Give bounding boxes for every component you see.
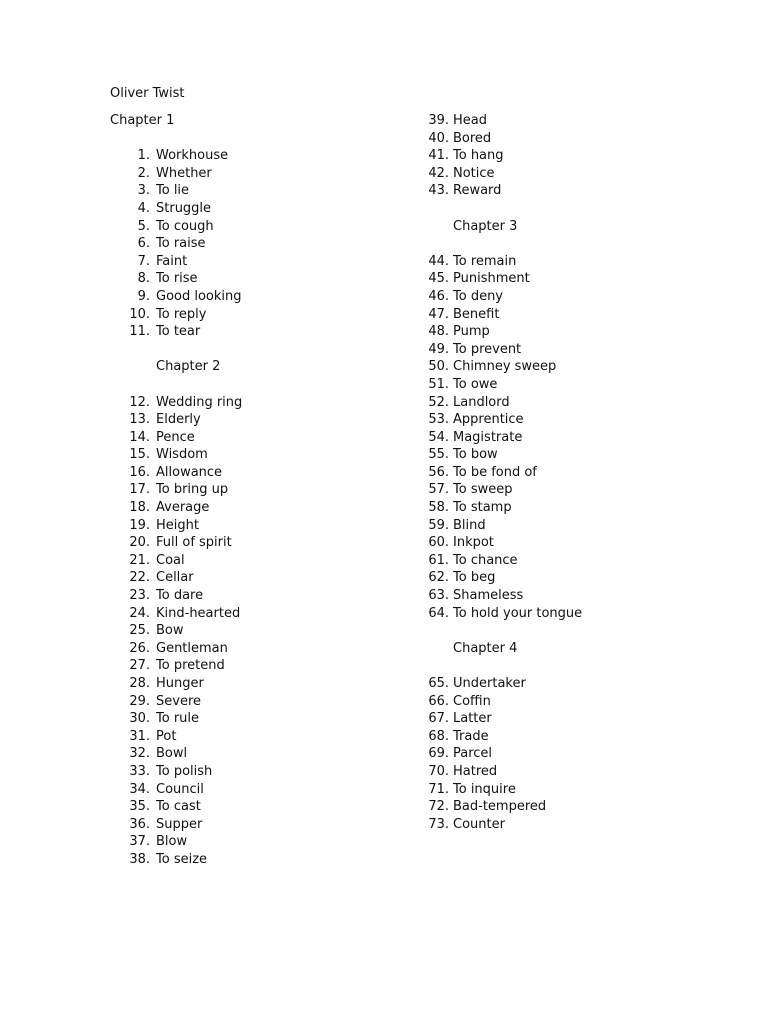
vocabulary-term: To chance bbox=[453, 552, 518, 568]
list-item bbox=[110, 411, 410, 429]
chapter-2-heading-row bbox=[110, 358, 410, 376]
list-item bbox=[110, 429, 410, 447]
vocabulary-term: Blind bbox=[453, 517, 486, 533]
item-number: 4. bbox=[137, 200, 150, 216]
list-item bbox=[428, 763, 753, 781]
vocabulary-term: Pence bbox=[156, 429, 195, 445]
item-number: 25. bbox=[129, 623, 150, 639]
item-number: 18. bbox=[129, 500, 150, 516]
item-number: 65. bbox=[428, 676, 449, 691]
vocabulary-term: To hang bbox=[453, 148, 504, 164]
vocabulary-term: To owe bbox=[453, 376, 498, 392]
item-number: 44. bbox=[428, 253, 449, 269]
item-number: 13. bbox=[129, 412, 150, 428]
chapter-1-heading-row bbox=[110, 112, 410, 130]
vocabulary-term: To raise bbox=[156, 236, 206, 252]
list-item bbox=[428, 728, 753, 746]
vocabulary-term: To bow bbox=[453, 447, 498, 463]
item-number: 35. bbox=[129, 799, 150, 815]
vocabulary-term: To pretend bbox=[156, 658, 225, 674]
vocabulary-term: To seize bbox=[156, 851, 208, 867]
item-number: 36. bbox=[129, 816, 150, 832]
right-column bbox=[428, 112, 753, 833]
vocabulary-term: Parcel bbox=[453, 746, 493, 762]
list-item bbox=[428, 306, 753, 324]
vocabulary-term: Cellar bbox=[156, 570, 194, 586]
chapter-3-list bbox=[428, 253, 753, 622]
spacer bbox=[453, 622, 753, 640]
item-number: 49. bbox=[428, 341, 449, 357]
vocabulary-term: Faint bbox=[156, 253, 188, 269]
vocabulary-term: Magistrate bbox=[453, 429, 523, 445]
list-item bbox=[428, 341, 753, 359]
list-item bbox=[428, 429, 753, 447]
item-number: 52. bbox=[428, 394, 449, 410]
left-column bbox=[110, 112, 410, 869]
list-item bbox=[110, 745, 410, 763]
vocabulary-term: To bring up bbox=[156, 482, 229, 498]
item-number: 64. bbox=[428, 605, 449, 621]
vocabulary-term: Workhouse bbox=[156, 148, 229, 164]
vocabulary-term: To rise bbox=[156, 271, 198, 287]
list-item bbox=[428, 499, 753, 517]
item-number: 26. bbox=[129, 640, 150, 656]
chapter-heading: Chapter 4 bbox=[453, 640, 518, 656]
list-item bbox=[110, 657, 410, 675]
item-number: 20. bbox=[129, 535, 150, 551]
list-item bbox=[110, 481, 410, 499]
list-item bbox=[110, 182, 410, 200]
vocabulary-term: Bad-tempered bbox=[453, 799, 547, 815]
item-number: 72. bbox=[428, 799, 449, 815]
list-item bbox=[110, 306, 410, 324]
list-item bbox=[428, 569, 753, 587]
list-item bbox=[110, 200, 410, 218]
vocabulary-term: Average bbox=[156, 500, 210, 516]
item-number: 28. bbox=[129, 676, 150, 691]
vocabulary-term: Good looking bbox=[156, 288, 242, 304]
item-number: 34. bbox=[129, 781, 150, 797]
vocabulary-term: Bow bbox=[156, 623, 184, 639]
item-number: 54. bbox=[428, 429, 449, 445]
list-item bbox=[428, 376, 753, 394]
document-title: Oliver Twist bbox=[110, 86, 185, 101]
vocabulary-term: Inkpot bbox=[453, 535, 494, 551]
list-item bbox=[428, 605, 753, 623]
list-item bbox=[428, 675, 753, 693]
item-number: 55. bbox=[428, 447, 449, 463]
vocabulary-term: To remain bbox=[453, 253, 517, 269]
list-item bbox=[428, 270, 753, 288]
vocabulary-term: Bored bbox=[453, 130, 492, 146]
vocabulary-term: To rule bbox=[156, 711, 200, 727]
vocabulary-term: Severe bbox=[156, 693, 201, 709]
list-item bbox=[110, 323, 410, 341]
list-item bbox=[110, 781, 410, 799]
spacer bbox=[110, 130, 410, 148]
spacer bbox=[453, 657, 753, 675]
list-item bbox=[428, 517, 753, 535]
vocabulary-term: Bowl bbox=[156, 746, 188, 762]
list-item bbox=[428, 781, 753, 799]
item-number: 51. bbox=[428, 376, 449, 392]
list-item bbox=[428, 816, 753, 834]
vocabulary-term: To be fond of bbox=[453, 464, 537, 480]
list-item bbox=[110, 464, 410, 482]
vocabulary-term: To hold your tongue bbox=[453, 605, 583, 621]
vocabulary-term: Height bbox=[156, 517, 199, 533]
vocabulary-term: Shameless bbox=[453, 588, 524, 604]
spacer bbox=[453, 235, 753, 253]
list-item bbox=[110, 534, 410, 552]
item-number: 47. bbox=[428, 306, 449, 322]
vocabulary-term: Reward bbox=[453, 183, 502, 199]
item-number: 22. bbox=[129, 570, 150, 586]
vocabulary-term: Chimney sweep bbox=[453, 359, 557, 375]
vocabulary-term: Hunger bbox=[156, 676, 204, 691]
vocabulary-term: Council bbox=[156, 781, 204, 797]
item-number: 73. bbox=[428, 816, 449, 832]
list-item bbox=[428, 130, 753, 148]
item-number: 48. bbox=[428, 324, 449, 340]
list-item bbox=[428, 710, 753, 728]
list-item bbox=[110, 517, 410, 535]
list-item bbox=[110, 235, 410, 253]
item-number: 61. bbox=[428, 552, 449, 568]
vocabulary-term: Allowance bbox=[156, 464, 223, 480]
list-item bbox=[110, 270, 410, 288]
item-number: 15. bbox=[129, 447, 150, 463]
list-item bbox=[110, 728, 410, 746]
list-item bbox=[428, 481, 753, 499]
chapter-heading: Chapter 3 bbox=[453, 218, 518, 234]
vocabulary-term: To cough bbox=[156, 218, 214, 234]
vocabulary-term: To dare bbox=[156, 588, 204, 604]
spacer bbox=[110, 376, 410, 394]
vocabulary-term: Notice bbox=[453, 165, 495, 181]
vocabulary-term: Benefit bbox=[453, 306, 500, 322]
list-item bbox=[110, 640, 410, 658]
list-item bbox=[110, 499, 410, 517]
list-item bbox=[428, 323, 753, 341]
vocabulary-term: Head bbox=[453, 113, 487, 128]
list-item bbox=[110, 675, 410, 693]
vocabulary-term: Landlord bbox=[453, 394, 510, 410]
list-item bbox=[110, 288, 410, 306]
list-item bbox=[110, 446, 410, 464]
item-number: 30. bbox=[129, 711, 150, 727]
item-number: 6. bbox=[137, 236, 150, 252]
list-item bbox=[428, 165, 753, 183]
vocabulary-term: Wedding ring bbox=[156, 394, 243, 410]
item-number: 43. bbox=[428, 183, 449, 199]
item-number: 60. bbox=[428, 535, 449, 551]
item-number: 29. bbox=[129, 693, 150, 709]
list-item bbox=[428, 182, 753, 200]
spacer bbox=[110, 341, 410, 359]
item-number: 14. bbox=[129, 429, 150, 445]
item-number: 67. bbox=[428, 711, 449, 727]
list-item bbox=[110, 552, 410, 570]
vocabulary-term: Trade bbox=[453, 728, 489, 744]
list-item bbox=[110, 394, 410, 412]
vocabulary-term: Wisdom bbox=[156, 447, 208, 463]
item-number: 32. bbox=[129, 746, 150, 762]
list-item bbox=[110, 569, 410, 587]
item-number: 70. bbox=[428, 763, 449, 779]
vocabulary-term: Apprentice bbox=[453, 412, 524, 428]
item-number: 40. bbox=[428, 130, 449, 146]
chapter-4-heading-row bbox=[453, 640, 753, 658]
continued-list bbox=[428, 112, 753, 200]
item-number: 24. bbox=[129, 605, 150, 621]
vocabulary-term: To polish bbox=[156, 763, 213, 779]
vocabulary-term: To deny bbox=[453, 288, 504, 304]
chapter-4-list bbox=[428, 675, 753, 833]
item-number: 8. bbox=[137, 271, 150, 287]
list-item bbox=[110, 798, 410, 816]
item-number: 37. bbox=[129, 834, 150, 850]
vocabulary-term: Elderly bbox=[156, 412, 201, 428]
vocabulary-term: To stamp bbox=[453, 500, 512, 516]
item-number: 57. bbox=[428, 482, 449, 498]
item-number: 7. bbox=[137, 253, 150, 269]
list-item bbox=[110, 763, 410, 781]
vocabulary-term: Full of spirit bbox=[156, 535, 232, 551]
list-item bbox=[110, 147, 410, 165]
chapter-2-list bbox=[110, 394, 410, 869]
vocabulary-term: Supper bbox=[156, 816, 203, 832]
item-number: 31. bbox=[129, 728, 150, 744]
list-item bbox=[110, 710, 410, 728]
list-item bbox=[110, 253, 410, 271]
item-number: 23. bbox=[129, 588, 150, 604]
item-number: 12. bbox=[129, 394, 150, 410]
item-number: 10. bbox=[129, 306, 150, 322]
item-number: 56. bbox=[428, 464, 449, 480]
list-item bbox=[428, 745, 753, 763]
item-number: 5. bbox=[137, 218, 150, 234]
item-number: 45. bbox=[428, 271, 449, 287]
item-number: 69. bbox=[428, 746, 449, 762]
chapter-3-heading-row bbox=[453, 218, 753, 236]
vocabulary-term: Struggle bbox=[156, 200, 212, 216]
vocabulary-term: To inquire bbox=[453, 781, 516, 797]
list-item bbox=[110, 165, 410, 183]
list-item bbox=[110, 587, 410, 605]
chapter-heading: Chapter 2 bbox=[156, 359, 221, 375]
list-item bbox=[428, 253, 753, 271]
vocabulary-term: Undertaker bbox=[453, 676, 526, 691]
list-item bbox=[110, 851, 410, 869]
list-item bbox=[428, 446, 753, 464]
item-number: 1. bbox=[137, 148, 150, 164]
vocabulary-term: To prevent bbox=[453, 341, 522, 357]
item-number: 39. bbox=[428, 113, 449, 128]
item-number: 66. bbox=[428, 693, 449, 709]
item-number: 2. bbox=[137, 165, 150, 181]
list-item bbox=[428, 798, 753, 816]
item-number: 9. bbox=[137, 288, 150, 304]
list-item bbox=[428, 464, 753, 482]
list-item bbox=[110, 833, 410, 851]
list-item bbox=[428, 552, 753, 570]
item-number: 19. bbox=[129, 517, 150, 533]
list-item bbox=[428, 112, 753, 130]
vocabulary-term: To sweep bbox=[453, 482, 513, 498]
chapter-1-list bbox=[110, 147, 410, 341]
vocabulary-term: To tear bbox=[156, 324, 201, 340]
list-item bbox=[428, 411, 753, 429]
list-item bbox=[110, 218, 410, 236]
item-number: 11. bbox=[129, 324, 150, 340]
item-number: 38. bbox=[129, 851, 150, 867]
list-item bbox=[428, 288, 753, 306]
item-number: 46. bbox=[428, 288, 449, 304]
vocabulary-term: Latter bbox=[453, 711, 492, 727]
item-number: 41. bbox=[428, 148, 449, 164]
item-number: 50. bbox=[428, 359, 449, 375]
list-item bbox=[428, 534, 753, 552]
list-item bbox=[428, 394, 753, 412]
spacer bbox=[453, 200, 753, 218]
vocabulary-term: Gentleman bbox=[156, 640, 228, 656]
item-number: 59. bbox=[428, 517, 449, 533]
item-number: 27. bbox=[129, 658, 150, 674]
list-item bbox=[110, 605, 410, 623]
vocabulary-term: Pump bbox=[453, 324, 490, 340]
list-item bbox=[110, 622, 410, 640]
item-number: 58. bbox=[428, 500, 449, 516]
vocabulary-term: Counter bbox=[453, 816, 505, 832]
item-number: 63. bbox=[428, 588, 449, 604]
chapter-heading: Chapter 1 bbox=[110, 113, 175, 128]
item-number: 62. bbox=[428, 570, 449, 586]
vocabulary-term: Whether bbox=[156, 165, 212, 181]
item-number: 71. bbox=[428, 781, 449, 797]
vocabulary-term: To cast bbox=[156, 799, 201, 815]
vocabulary-term: Coal bbox=[156, 552, 185, 568]
vocabulary-term: Blow bbox=[156, 834, 188, 850]
list-item bbox=[110, 816, 410, 834]
vocabulary-term: Pot bbox=[156, 728, 177, 744]
list-item bbox=[428, 358, 753, 376]
item-number: 33. bbox=[129, 763, 150, 779]
list-item bbox=[428, 147, 753, 165]
list-item bbox=[428, 587, 753, 605]
vocabulary-term: Kind-hearted bbox=[156, 605, 241, 621]
item-number: 16. bbox=[129, 464, 150, 480]
item-number: 3. bbox=[137, 183, 150, 199]
vocabulary-term: To lie bbox=[156, 183, 190, 199]
vocabulary-term: Coffin bbox=[453, 693, 491, 709]
item-number: 68. bbox=[428, 728, 449, 744]
list-item bbox=[428, 693, 753, 711]
item-number: 53. bbox=[428, 412, 449, 428]
item-number: 17. bbox=[129, 482, 150, 498]
vocabulary-term: To reply bbox=[156, 306, 207, 322]
vocabulary-term: To beg bbox=[453, 570, 496, 586]
vocabulary-term: Hatred bbox=[453, 763, 498, 779]
item-number: 42. bbox=[428, 165, 449, 181]
list-item bbox=[110, 693, 410, 711]
vocabulary-term: Punishment bbox=[453, 271, 530, 287]
item-number: 21. bbox=[129, 552, 150, 568]
